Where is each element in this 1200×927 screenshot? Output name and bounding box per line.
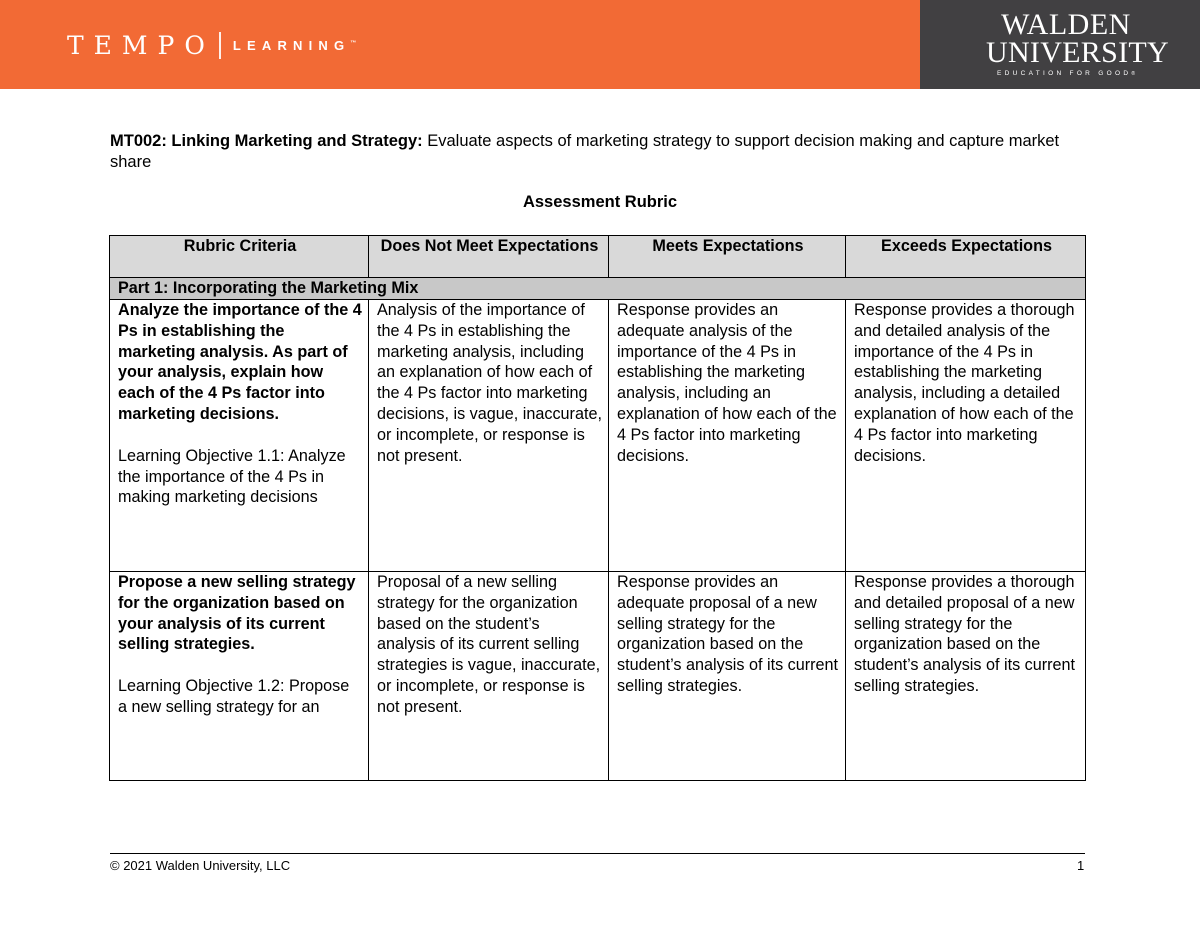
walden-line1: WALDEN <box>1001 8 1131 41</box>
part-row <box>110 278 1086 300</box>
criterion-text: Propose a new selling strategy for the organization based on your analysis of its current selling strategies. <box>118 573 356 654</box>
table-header-row <box>110 236 1086 278</box>
course-code-title: MT002: Linking Marketing and Strategy: <box>110 132 423 150</box>
criterion-text: Analyze the importance of the 4 Ps in establishing the marketing analysis. As part of your analysis, explain how each of the 4 Ps factor into marketing decisions. <box>118 301 362 423</box>
does-not-meet-cell: Proposal of a new selling strategy for the organization based on the student’s analysis of its current selling strategies is vague, inaccurate, or incomplete, or response is not present. <box>369 572 609 781</box>
walden-university-logo <box>986 8 1169 77</box>
footer-page-number: 1 <box>1077 858 1085 873</box>
exceeds-cell: Response provides a thorough and detailed analysis of the importance of the 4 Ps in establishing the marketing analysis, including a detailed explanation of how each of the 4 Ps factor into marketing decisions. <box>846 300 1086 572</box>
footer-copyright: © 2021 Walden University, LLC <box>110 858 291 873</box>
header-meets: Meets Expectations <box>609 236 846 278</box>
header-banner <box>0 0 1200 89</box>
learning-word: LEARNING™ <box>232 37 357 53</box>
learning-objective: Learning Objective 1.1: Analyze the importance of the 4 Ps in making marketing decisions <box>118 446 346 507</box>
table-row <box>110 300 1086 572</box>
header-rubric-criteria: Rubric Criteria <box>110 236 369 278</box>
meets-cell: Response provides an adequate analysis of the importance of the 4 Ps in establishing the marketing analysis, including an explanation of how each of the 4 Ps factor into marketing decisions. <box>609 300 846 572</box>
footer-divider <box>110 853 1085 854</box>
walden-line2: UNIVERSITY <box>986 36 1169 69</box>
banner-orange-panel <box>0 0 920 89</box>
tempo-learning-logo <box>67 30 356 60</box>
criterion-cell <box>110 572 369 781</box>
tempo-word: TEMPO <box>67 30 215 60</box>
learning-objective: Learning Objective 1.2: Propose a new selling strategy for an <box>118 677 350 716</box>
rubric-heading: Assessment Rubric <box>522 193 678 211</box>
header-exceeds: Exceeds Expectations <box>846 236 1086 278</box>
course-title <box>110 131 1070 173</box>
exceeds-cell: Response provides a thorough and detailed proposal of a new selling strategy for the organization based on the student’s analysis of its current selling strategies. <box>846 572 1086 781</box>
walden-tagline: EDUCATION FOR GOOD® <box>996 70 1136 77</box>
meets-cell: Response provides an adequate proposal of a new selling strategy for the organization based on the student’s analysis of its current selling strategies. <box>609 572 846 781</box>
logo-divider <box>219 32 221 59</box>
header-does-not-meet: Does Not Meet Expectations <box>369 236 609 278</box>
part-title: Part 1: Incorporating the Marketing Mix <box>110 278 1086 300</box>
table-row <box>110 572 1086 781</box>
does-not-meet-cell: Analysis of the importance of the 4 Ps in establishing the marketing analysis, including an explanation of how each of the 4 Ps factor into marketing decisions, is vague, inaccurate, or incomplete, or response is not present. <box>369 300 609 572</box>
assessment-rubric-table <box>109 235 1086 781</box>
criterion-cell <box>110 300 369 572</box>
course-description: Evaluate aspects of marketing strategy to support decision making and capture market share <box>110 132 1060 171</box>
